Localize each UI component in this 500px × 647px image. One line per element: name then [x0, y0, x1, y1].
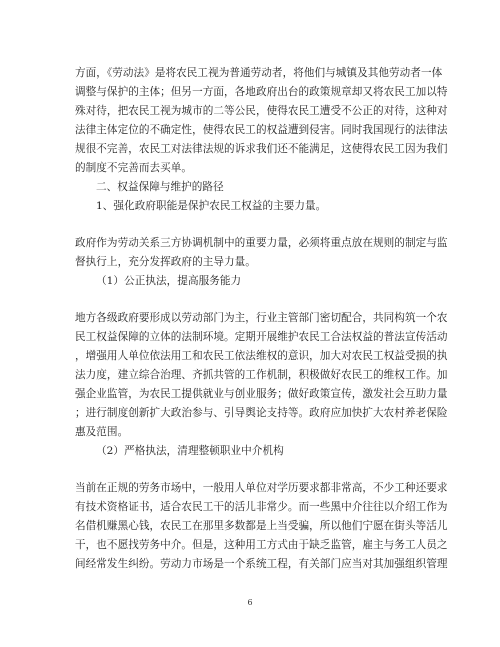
paragraph-line: 法律主体定位的不确定性，使得农民工的权益遭到侵害。同时我国现行的法律法 — [75, 124, 448, 136]
paragraph-line: 地方各级政府要形成以劳动部门为主，行业主管部门密切配合，共同构筑一个农 — [75, 312, 448, 324]
paragraph-line: ；进行制度创新扩大政治参与、引导舆论支持等。政府应加快扩大农村养老保险 — [75, 407, 448, 419]
paragraph-line: 强企业监管，为农民工提供就业与创业服务；做好政策宣传，激发社会互助力量 — [75, 388, 448, 400]
page-number: 6 — [247, 598, 253, 607]
subheading: 1、强化政府职能是保护农民工权益的主要力量。 — [96, 200, 327, 212]
paragraph-line: 方面，《劳动法》是将农民工视为普通劳动者，将他们与城镇及其他劳动者一体 — [75, 67, 443, 79]
paragraph-line: 调整与保护的主体；但另一方面，各地政府出台的政策规章却又将农民工加以特 — [75, 86, 448, 98]
paragraph-line: 民工权益保障的立体的法制环境。定期开展维护农民工合法权益的普法宣传活动 — [75, 331, 448, 343]
paragraph-line: 督执行上，充分发挥政府的主导力量。 — [75, 256, 256, 268]
paragraph-line: 间经常发生纠纷。劳动力市场是一个系统工程，有关部门应当对其加强组织管理 — [75, 558, 448, 570]
section-heading: 二、权益保障与维护的路径 — [96, 181, 224, 193]
paragraph-line: 干，也不愿找劳务中介。但是，这种用工方式由于缺乏监管，雇主与务工人员之 — [75, 539, 448, 551]
paragraph-line: 规很不完善，农民工对法律法规的诉求我们还不能满足，这使得农民工因为我们 — [75, 143, 448, 155]
paragraph-line: 殊对待，把农民工视为城市的二等公民，使得农民工遭受不公正的对待，这种对 — [75, 105, 448, 117]
paragraph-line: 惠及范围。 — [75, 426, 129, 438]
paragraph-line: 名借机赚黑心钱，农民工在那里多数都是上当受骗，所以他们宁愿在街头等活儿 — [75, 520, 448, 532]
paragraph-line: 当前在正规的劳务市场中，一般用人单位对学历要求都非常高，不少工种还要求 — [75, 482, 448, 494]
subheading: （2）严格执法，清理整顿职业中介机构 — [96, 445, 284, 457]
paragraph-line: ，增强用人单位依法用工和农民工依法维权的意识，加大对农民工权益受损的执 — [75, 350, 448, 362]
paragraph-line: 政府作为劳动关系三方协调机制中的重要力量，必须将重点放在规则的制定与监 — [75, 237, 448, 249]
paragraph-line: 法力度，建立综合治理、齐抓共管的工作机制，积极做好农民工的维权工作。加 — [75, 369, 448, 381]
subheading: （1）公正执法，提高服务能力 — [96, 275, 242, 287]
paragraph-line: 的制度不完善而去买单。 — [75, 162, 193, 174]
paragraph-line: 有技术资格证书，适合农民工干的活儿非常少。而一些黑中介往往以介绍工作为 — [75, 501, 448, 513]
